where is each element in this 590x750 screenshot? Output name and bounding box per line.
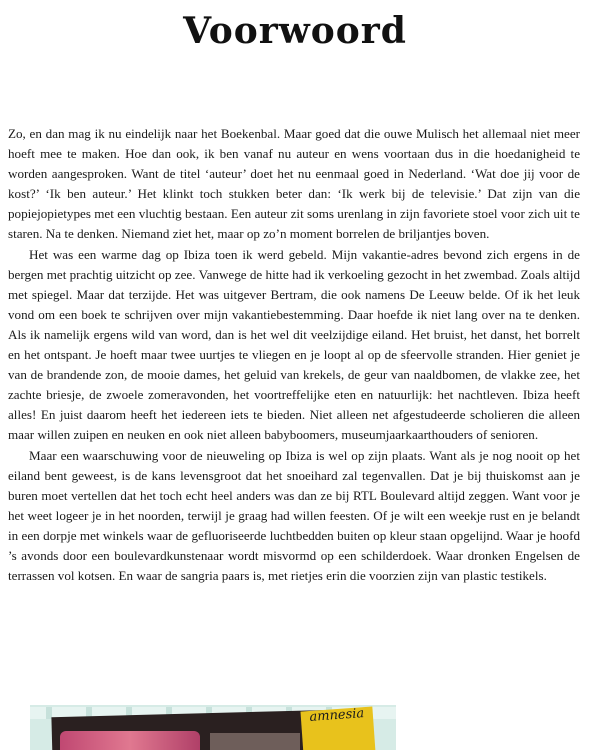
paragraph-1: Zo, en dan mag ik nu eindelijk naar het Boekenbal. Maar goed dat die ouwe Mulisch het allemaal niet meer hoeft mee te maken. Hoe dan ook, ik ben vanaf nu auteur en wens voortaan dus in die hoedanigheid te worden aangesproken. Want de titel ‘auteur’ doet het nu eenmaal goed in Nederland. ‘Wat doe jij voor de kost?’ ‘Ik ben auteur.’ Het klinkt toch stukken beter dan: ‘Ik werk bij de televisie.’ Dat zijn van die popiejopietypes met een vluchtig bestaan. Een auteur zit soms urenlang in zijn favoriete stoel voor zich uit te staren. Na te denken. Niemand ziet het, maar op zo’n moment borrelen de briljantjes boven. (8, 126, 580, 242)
club-photo (30, 705, 396, 750)
sign-text: amnesia (309, 706, 365, 725)
body-text (8, 124, 580, 586)
amnesia-sign (300, 707, 375, 750)
photo-pink-shape (60, 731, 200, 750)
paragraph-3: Maar een waarschuwing voor de nieuweling op Ibiza is wel op zijn plaats. Want als je nog nooit op het eiland bent geweest, is de kans levensgroot dat het snoeihard zal tegenvallen. Dat je bij thuiskomst aan je buren moet vertellen dat het toch echt heel anders was dan ze bij RTL Boulevard altijd zeggen. Want voor je het weet logeer je in het noorden, terwijl je graag had willen feesten. Of je wilt een weekje rust en je belandt in een dorpje met winkels waar de gefluoriseerde luchtbedden buiten op kleur staan opgelijnd. Waar je hoofd ’s avonds door een boulevardkunstenaar wordt misvormd op een schilderdoek. Waar dronken Engelsen de terrassen vol kotsen. En waar de sangria paars is, met rietjes erin die voorzien zijn van plastic testikels. (8, 447, 580, 584)
paragraph-2: Het was een warme dag op Ibiza toen ik werd gebeld. Mijn vakantie-adres bevond zich ergens in de bergen met prachtig uitzicht op zee. Vanwege de hitte had ik verkoeling gezocht in het zwembad. Zoals altijd met spiegel. Maar dat terzijde. Het was uitgever Bertram, die ook namens De Leeuw belde. Of ik het leuk vond om een boek te schrijven over mijn vakantiebestemming. Daar hoefde ik niet lang over na te denken. Als ik namelijk ergens wild van word, dan is het wel dit veelzijdige eiland. Het bruist, het danst, het borrelt en het ontspant. Je hoeft maar twee uurtjes te vliegen en je loopt al op de sfeervolle stranden. Hier geniet je van de brandende zon, de mooie dames, het geluid van krekels, de geur van naaldbomen, de vlakke zee, het zachte briesje, de zwoele zomeravonden, het voortreffelijke eten en natuurlijk: het nachtleven. Ibiza heeft alles! En juist daarom heeft het iedereen iets te bieden. Niet alleen net afgestudeerde scholieren die alleen maar willen zuipen en neuken en ook niet alleen babyboomers, museumjaarkaarthouders of senioren. (8, 246, 580, 443)
page-title: Voorwoord (183, 10, 407, 52)
photo-mid-shape (210, 733, 300, 750)
